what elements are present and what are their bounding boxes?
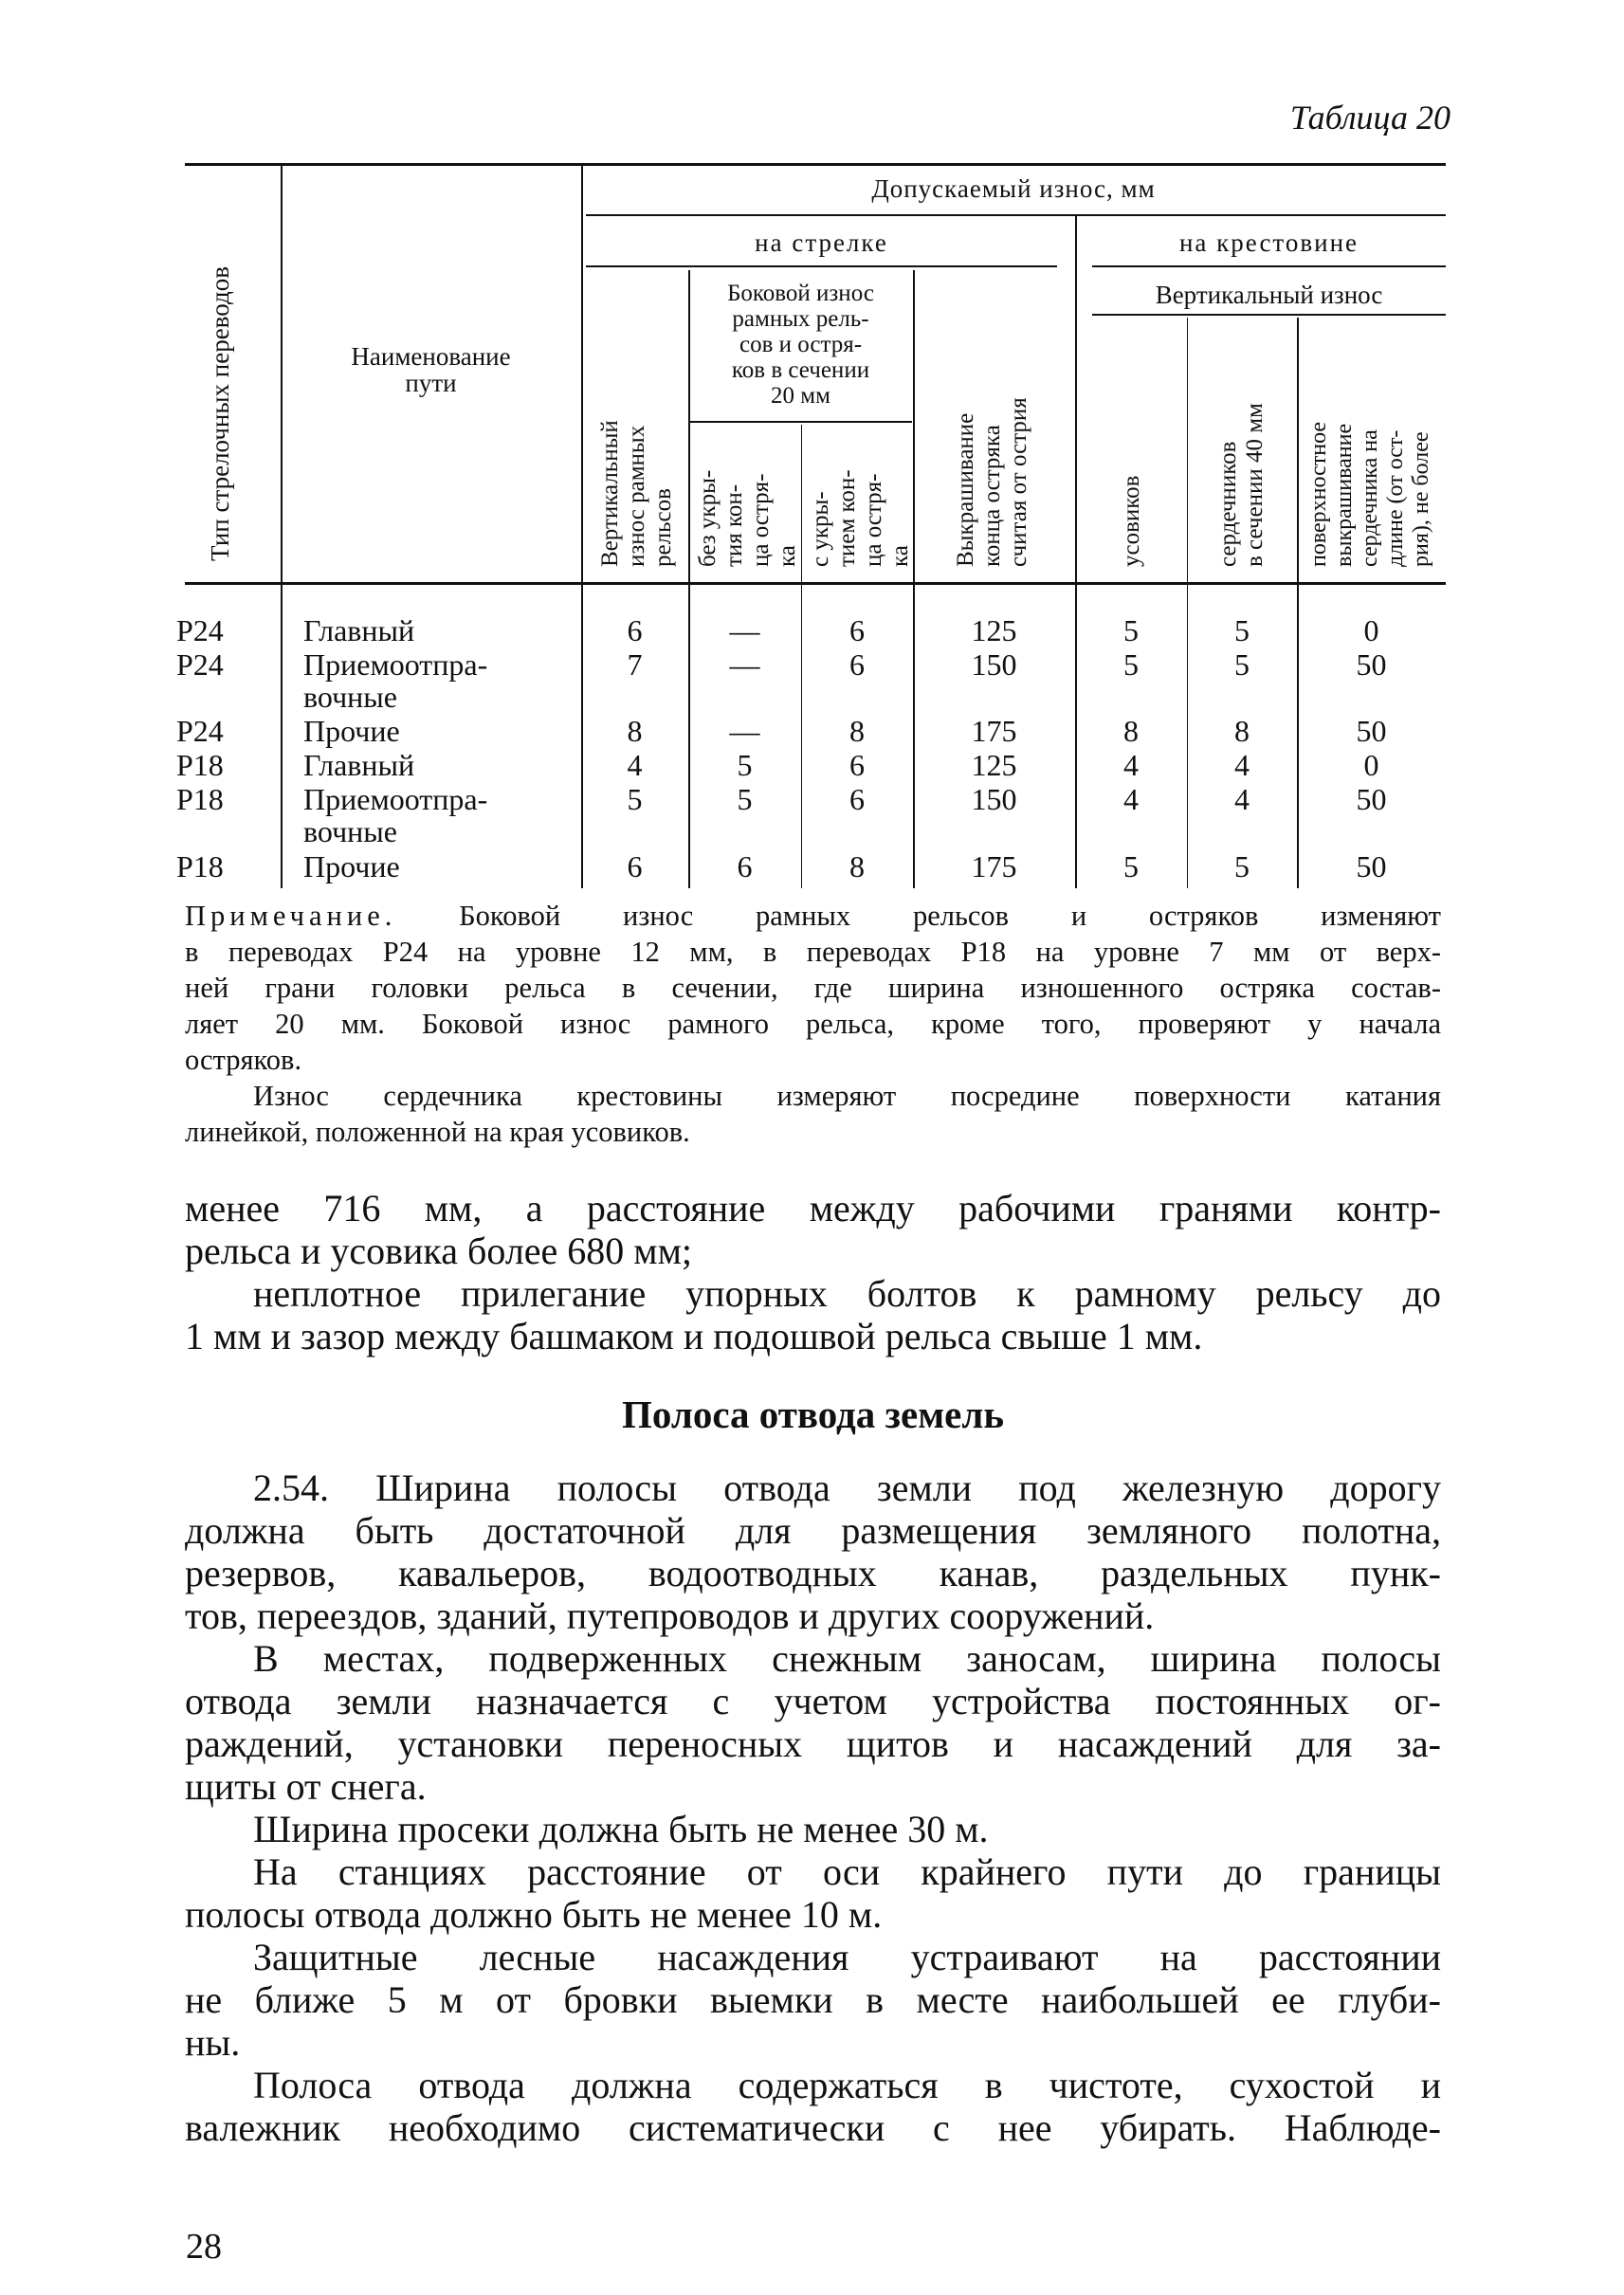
- rule-under-side-wear: [688, 421, 912, 423]
- section-heading: Полоса отвода земель: [621, 1393, 1005, 1436]
- document-page: Таблица 20 Допускаемый износ, мм на стрелке на крестовине Вертикальный износ Наименование пути Боковой износ рамных рель- сов и остря- ков в сечении 20 мм Тип стрелочных переводов Вертикальный износ рамных рельсов без укры- тия кон- ца остря- ка с укры- тием кон- ца остря- ка Выкрашивание конца остряка считая от острия усовиков сердечников в сечении 40 мм поверхностное выкрашивание сердечника на длине (от ост- рия), не более Р24 Главный 6 — 6 125 5 5 0 Р24 Приемоотпра- вочные 7 — 6 150 5 5 50 Р24 Прочие 8 — 8 175 8 8 50 Р18 Главный 4 5 6 125 4 4 0 Р18 Приемоотпра- вочные 5 5 6 150 4 4 50 Р18 Прочие 6 6 8 175 5 5 50 Примечание. Боковой износ рамных рельсов и остряков изменяют в переводах Р24 на уровне 12 мм, в переводах Р18 на уровне 7 мм от верх- ней грани головки рельса в сечении, где ширина изношенного остряка состав- ляет 20 мм. Боковой износ рамного рельса, кроме того, проверяют у начала остряков. Износ сердечника крестовины измеряют посредине поверхности катания линейкой, положенной на края усовиков. менее 716 мм, а расстояние между рабочими гранями контр- рельса и усовика более 680 мм; неплотное прилегание упорных болтов к рамному рельсу до 1 мм и зазор между башмаком и подошвой рельса свыше 1 мм. Полоса отвода земель 2.54. Ширина полосы отвода земли под железную дорогу должна быть достаточной для размещения земляного полотна, резервов, кавальеров, водоотводных канав, раздельных пунк- тов, переездов, зданий, путепроводов и других сооружений. В местах, подверженных снежным заносам, ширина полосы отвода земли назначается с учетом устройства постоянных ог- раждений, установки переносных щитов и насаждений для за- щиты от снега. Ширина просеки должна быть не менее 30 м. На станциях расстояние от оси крайнего пути до границы полосы отвода должно быть не менее 10 м. Защитные лесные насаждения устраивают на расстоянии не ближе 5 м от бровки выемки в месте наибольшей ее глуби- ны. Полоса отвода должна содержаться в чистоте, сухостой и валежник необходимо систематически с нее убирать. Наблюде- 28: [176, 99, 1451, 2267]
- header-without-cover: без укры- тия кон- ца остря- ка: [695, 469, 800, 567]
- paragraph: Ширина просеки должна быть не менее 30 м.: [253, 1808, 989, 1850]
- table-top-rule: [185, 163, 1446, 166]
- paragraph: В местах, подверженных снежным заносам, ширина полосы отвода земли назначается с учетом устройства постоянных ог- раждений, установки переносных щитов и насаждений для за- щиты от снега.: [185, 1637, 1441, 1808]
- rule-under-frog: [1092, 265, 1446, 267]
- col-rule-1: [281, 163, 283, 888]
- header-side-wear: Боковой износ рамных рель- сов и остря- ков в сечении 20 мм: [727, 281, 874, 409]
- table-caption: Таблица 20: [1289, 99, 1451, 137]
- section-body: [185, 1466, 1441, 2149]
- paragraph: 2.54. Ширина полосы отвода земли под железную дорогу должна быть достаточной для размещения земляного полотна, резервов, кавальеров, водоотводных канав, раздельных пунк- тов, переездов, зданий, путепроводов и других сооружений.: [185, 1466, 1441, 1637]
- header-allowed-wear: Допускаемый износ, мм: [871, 174, 1156, 203]
- header-type: Тип стрелочных переводов: [206, 266, 234, 561]
- header-with-cover: с укры- тием кон- ца остря- ка: [808, 469, 913, 567]
- table-note: Примечание. Боковой износ рамных рельсов и остряков изменяют в переводах Р24 на уровне 12 мм, в переводах Р18 на уровне 7 мм от верх- ней грани головки рельса в сечении, где ширина изношенного остряка состав- ляет 20 мм. Боковой износ рамного рельса, кроме того, проверяют у начала остряков. Износ сердечника крестовины измеряют посредине поверхности катания линейкой, положенной на края усовиков.: [185, 900, 1441, 1148]
- header-wings: усовиков: [1119, 475, 1144, 567]
- note-label: Примечание.: [185, 900, 397, 932]
- header-surface-chipping: поверхностное выкрашивание сердечника на длине (от ост- рия), не более: [1306, 421, 1433, 567]
- continuation-text: менее 716 мм, а расстояние между рабочими гранями контр- рельса и усовика более 680 мм; неплотное прилегание упорных болтов к рамному рельсу до 1 мм и зазор между башмаком и подошвой рельса свыше 1 мм.: [185, 1187, 1441, 1357]
- paragraph: На станциях расстояние от оси крайнего пути до границы полосы отвода должно быть не менее 10 м.: [185, 1850, 1441, 1936]
- header-track-name: Наименование пути: [351, 342, 511, 397]
- header-on-switch: на стрелке: [755, 228, 888, 257]
- table-header-rule: [185, 582, 1446, 585]
- header-vertical-wear: Вертикальный износ: [1155, 281, 1383, 309]
- rule-under-allowed: [586, 214, 1446, 216]
- header-vert-stock: Вертикальный износ рамных рельсов: [597, 420, 676, 567]
- paragraph: Защитные лесные насаждения устраивают на расстоянии не ближе 5 м от бровки выемки в месте наибольшей ее глуби- ны.: [185, 1936, 1441, 2064]
- header-cores: сердечников в сечении 40 мм: [1215, 403, 1268, 567]
- rule-under-switch: [586, 265, 1057, 267]
- header-on-frog: на крестовине: [1178, 228, 1359, 257]
- paragraph: Полоса отвода должна содержаться в чистоте, сухостой и валежник необходимо систематически с нее убирать. Наблюде-: [185, 2064, 1441, 2149]
- rule-under-vertical: [1092, 314, 1446, 316]
- page-number: 28: [186, 2227, 222, 2267]
- header-tip-chipping: Выкрашивание конца остряка считая от острия: [953, 397, 1031, 567]
